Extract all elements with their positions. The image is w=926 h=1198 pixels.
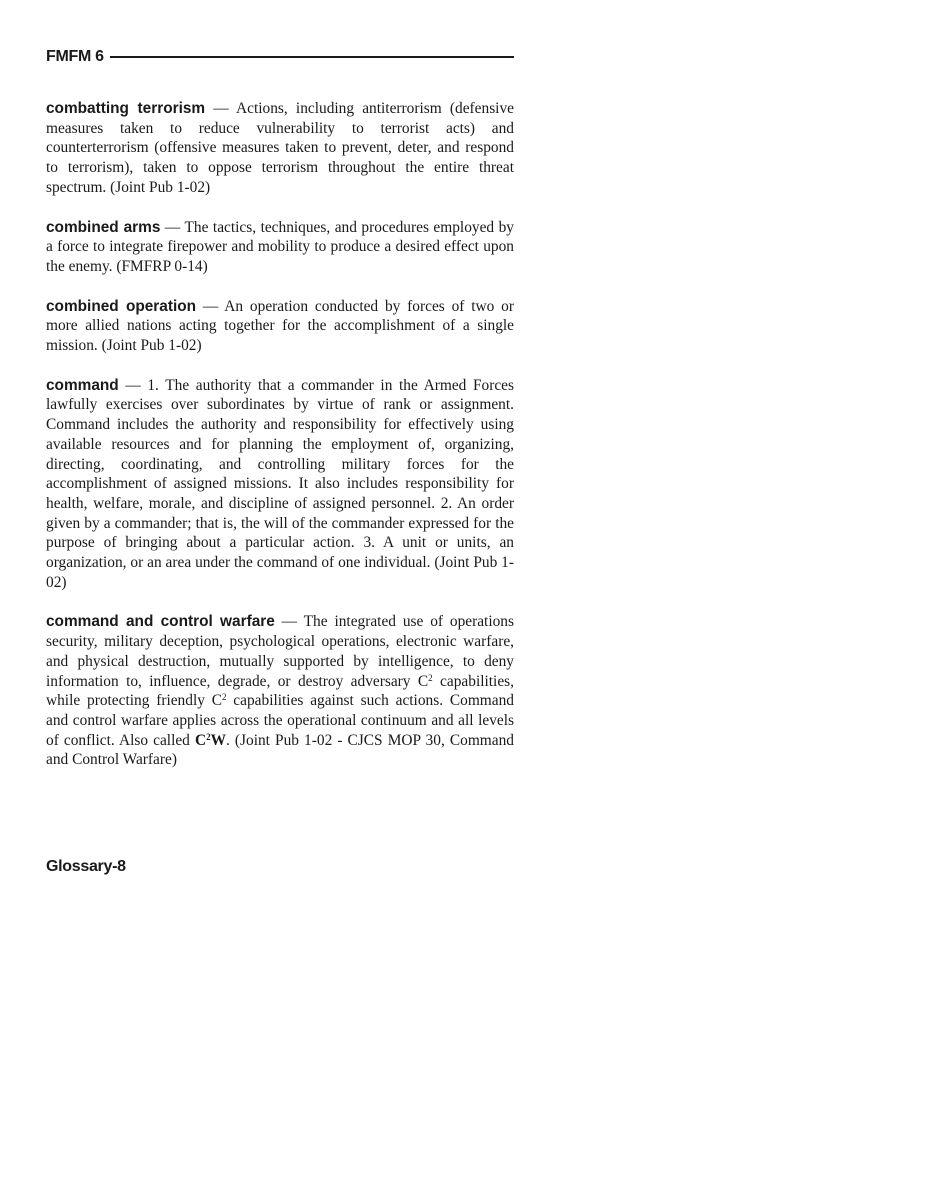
entry-definition: 1. The authority that a commander in the Armed Forces lawfully exercises over subordinates by virtue of rank or assignment. Command includes the authority and responsibility for effectively using available resources and for planning the employment of, organizing, directing, coordinating, and controlling military forces for the accomplishment of assigned missions. It also includes responsibility for health, welfare, morale, and discipline of assigned personnel. 2. An order given by a commander; that is, the will of the commander expressed for the purpose of bringing about a particular action. 3. A unit or units, an organization, or an area under the command of one individual. (Joint Pub 1-02): [46, 376, 515, 591]
document-title: FMFM 6: [46, 48, 104, 65]
entry-definition-part: capabilities, while protecting friendly C: [46, 672, 514, 710]
em-dash: —: [196, 297, 225, 315]
acronym-letter-c: C: [194, 731, 207, 749]
glossary-entry-command: [46, 376, 514, 593]
entry-term: combined arms: [46, 218, 161, 236]
entry-definition: The tactics, techniques, and procedures employed by a force to integrate firepower and mobility to produce a desired effect upon the enemy. (FMFRP 0-14): [46, 218, 514, 275]
entry-definition-part: . (Joint Pub 1-02 - CJCS MOP 30, Command and Control Warfare): [46, 731, 514, 769]
glossary-entry-combined-arms: [46, 218, 514, 277]
em-dash: —: [205, 100, 237, 117]
entry-term: combatting terrorism: [46, 100, 206, 117]
entry-term: command: [46, 376, 119, 394]
glossary-entry-combined-operation: [46, 297, 514, 356]
header-rule: [110, 56, 514, 58]
entry-definition: Actions, including antiterrorism (defensive measures taken to reduce vulnerability to terrorist acts) and counterterrorism (offensive measures taken to prevent, deter, and respond to terrorism), taken to oppose terrorism throughout the entire threat spectrum. (Joint Pub 1-02): [46, 100, 514, 196]
glossary-entries: [46, 99, 514, 790]
entry-term: command and control warfare: [46, 613, 275, 631]
entry-definition-part: capabilities against such actions. Command and control warfare applies across the operational continuum and all levels of conflict. Also called: [46, 692, 514, 749]
em-dash: —: [274, 613, 304, 631]
acronym-letter-w: W: [210, 731, 226, 749]
entry-term: combined operation: [46, 297, 197, 315]
page-header: [46, 47, 514, 67]
entry-definition: An operation conducted by forces of two or more allied nations acting together for the accomplishment of a single mission. (Joint Pub 1-02): [46, 297, 514, 355]
superscript-two: 2: [222, 692, 227, 703]
entry-definition-part: The integrated use of operations security, military deception, psychological operations, electronic warfare, and physical destruction, mutually supported by intelligence, to deny information to, influence, degrade, or destroy adversary C: [46, 613, 514, 690]
page-number: Glossary-8: [46, 858, 126, 875]
glossary-entry-combatting-terrorism: [46, 99, 514, 198]
glossary-entry-command-and-control-warfare: [46, 612, 514, 770]
em-dash: —: [160, 218, 185, 236]
acronym-c2w: [195, 732, 226, 749]
superscript-two: 2: [428, 672, 433, 683]
em-dash: —: [118, 376, 148, 394]
acronym-superscript: 2: [206, 731, 211, 742]
